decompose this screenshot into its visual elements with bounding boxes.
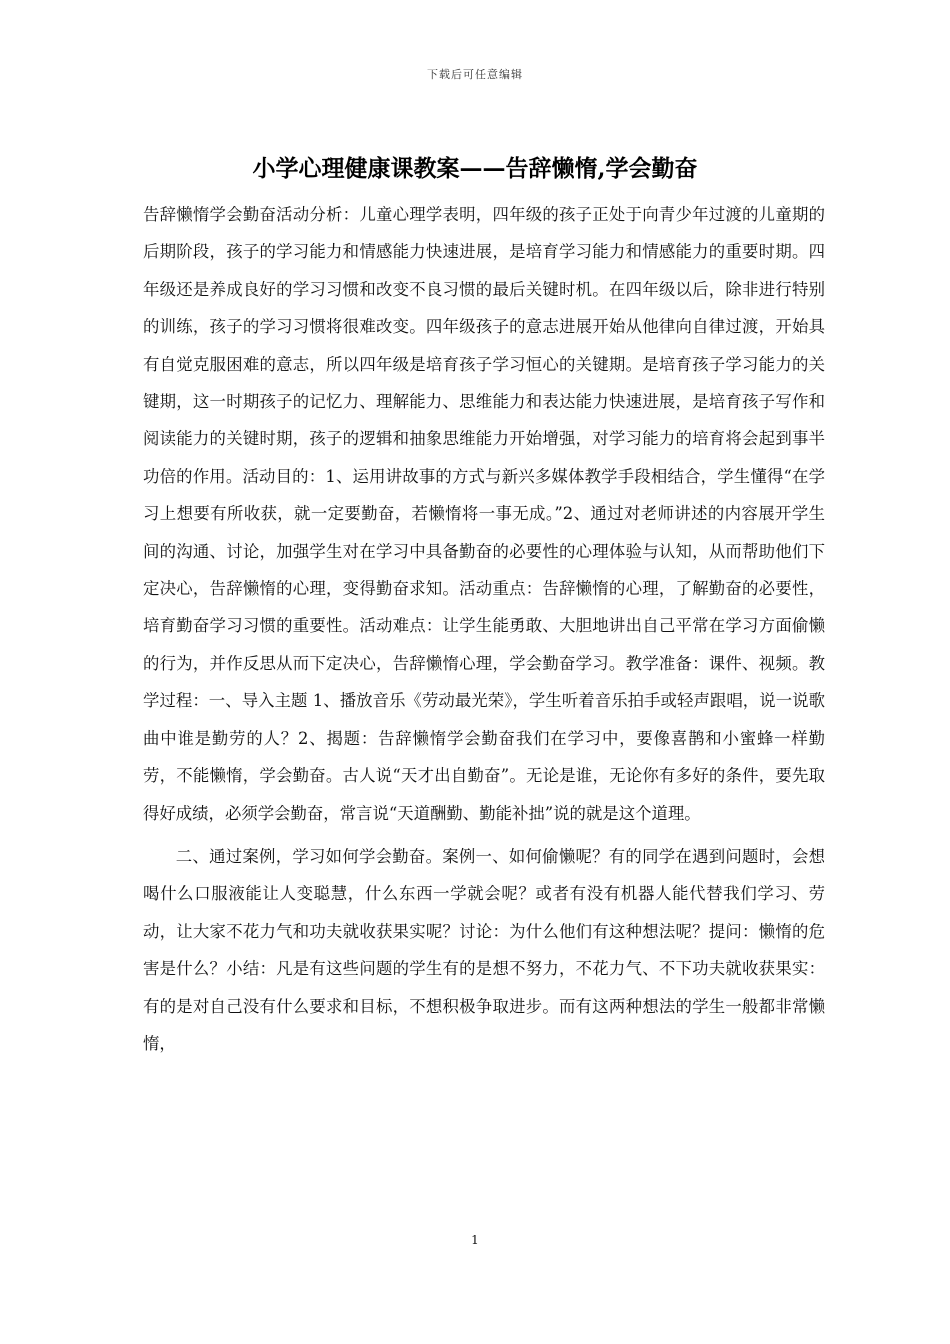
paragraph-1: 告辞懒惰学会勤奋活动分析：儿童心理学表明，四年级的孩子正处于向青少年过渡的儿童期的后期阶段，孩子的学习能力和情感能力快速进展，是培育学习能力和情感能力的重要时期。四年级还是养成良好的学习习惯和改变不良习惯的最后关键时机。在四年级以后，除非进行特别的训练，孩子的学习习惯将很难改变。四年级孩子的意志进展开始从他律向自律过渡，开始具有自觉克服困难的意志，所以四年级是培育孩子学习恒心的关键期。是培育孩子学习能力的关键期，这一时期孩子的记忆力、理解能力、思维能力和表达能力快速进展，是培育孩子写作和阅读能力的关键时期，孩子的逻辑和抽象思维能力开始增强，对学习能力的培育将会起到事半功倍的作用。活动目的：1、运用讲故事的方式与新兴多媒体教学手段相结合，学生懂得“在学习上想要有所收获，就一定要勤奋，若懒惰将一事无成。”2、通过对老师讲述的内容展开学生间的沟通、讨论，加强学生对在学习中具备勤奋的必要性的心理体验与认知，从而帮助他们下定决心，告辞懒惰的心理，变得勤奋求知。活动重点：告辞懒惰的心理，了解勤奋的必要性，培育勤奋学习习惯的重要性。活动难点：让学生能勇敢、大胆地讲出自己平常在学习方面偷懒的行为，并作反思从而下定决心，告辞懒惰心理，学会勤奋学习。教学准备：课件、视频。教学过程：一、导入主题 1、播放音乐《劳动最光荣》，学生听着音乐拍手或轻声跟唱，说一说歌曲中谁是勤劳的人？2、揭题：告辞懒惰学会勤奋我们在学习中，要像喜鹊和小蜜蜂一样勤劳，不能懒惰，学会勤奋。古人说“天才出自勤奋”。无论是谁，无论你有多好的条件，要先取得好成绩，必须学会勤奋，常言说“天道酬勤、勤能补拙”说的就是这个道理。 [143, 205, 825, 823]
paragraph-2: 二、通过案例，学习如何学会勤奋。案例一、如何偷懒呢？有的同学在遇到问题时，会想喝什么口服液能让人变聪慧，什么东西一学就会呢？或者有没有机器人能代替我们学习、劳动，让大家不花力气和功夫就收获果实呢？讨论：为什么他们有这种想法呢？提问：懒惰的危害是什么？小结：凡是有这些问题的学生有的是想不努力，不花力气、不下功夫就收获果实：有的是对自己没有什么要求和目标，不想积极争取进步。而有这两种想法的学生一般都非常懒惰， [143, 846, 825, 1053]
document-body [143, 196, 825, 1062]
page-number: 1 [471, 1233, 479, 1247]
document-title: 小学心理健康课教案——告辞懒惰,学会勤奋 [252, 155, 698, 182]
page-header-note: 下载后可任意编辑 [427, 68, 523, 81]
